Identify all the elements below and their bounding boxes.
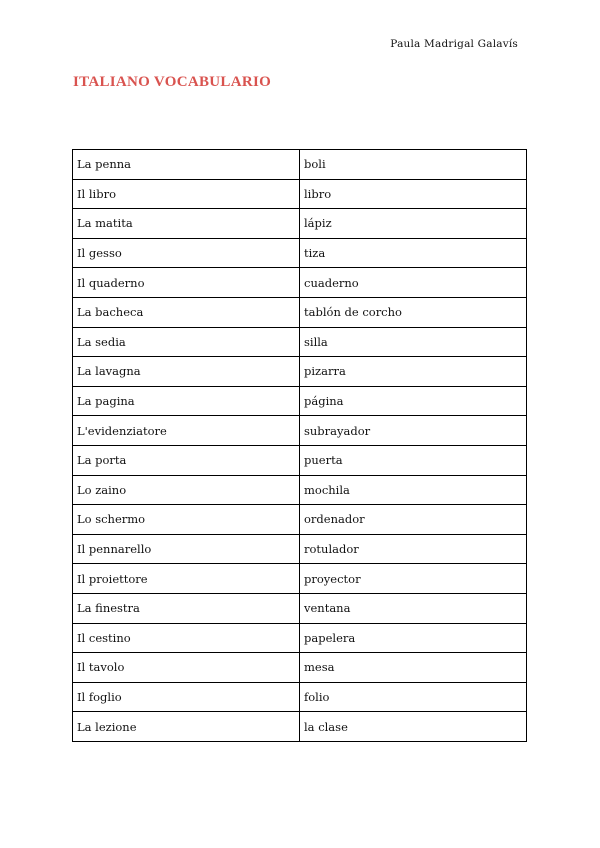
table-row <box>73 445 527 475</box>
table-row <box>73 238 527 268</box>
table-row <box>73 357 527 387</box>
italian-term-cell: L'evidenziatore <box>73 416 300 446</box>
spanish-translation-cell: puerta <box>300 445 527 475</box>
spanish-translation-cell: subrayador <box>300 416 527 446</box>
italian-term-cell: Il cestino <box>73 623 300 653</box>
table-row <box>73 593 527 623</box>
table-row <box>73 268 527 298</box>
italian-term-cell: La porta <box>73 445 300 475</box>
italian-term-cell: La penna <box>73 150 300 180</box>
table-row <box>73 534 527 564</box>
italian-term-cell: Il tavolo <box>73 653 300 683</box>
italian-term-cell: La sedia <box>73 327 300 357</box>
table-row <box>73 682 527 712</box>
vocabulary-table <box>72 149 527 742</box>
table-row <box>73 327 527 357</box>
spanish-translation-cell: mesa <box>300 653 527 683</box>
spanish-translation-cell: mochila <box>300 475 527 505</box>
spanish-translation-cell: folio <box>300 682 527 712</box>
table-row <box>73 475 527 505</box>
italian-term-cell: Il gesso <box>73 238 300 268</box>
table-row <box>73 623 527 653</box>
spanish-translation-cell: la clase <box>300 712 527 742</box>
spanish-translation-cell: lápiz <box>300 209 527 239</box>
italian-term-cell: Il quaderno <box>73 268 300 298</box>
italian-term-cell: La finestra <box>73 593 300 623</box>
spanish-translation-cell: silla <box>300 327 527 357</box>
spanish-translation-cell: ordenador <box>300 505 527 535</box>
italian-term-cell: La lezione <box>73 712 300 742</box>
italian-term-cell: Lo zaino <box>73 475 300 505</box>
table-row <box>73 505 527 535</box>
spanish-translation-cell: papelera <box>300 623 527 653</box>
table-row <box>73 653 527 683</box>
table-row <box>73 712 527 742</box>
italian-term-cell: La bacheca <box>73 297 300 327</box>
table-row <box>73 179 527 209</box>
spanish-translation-cell: tiza <box>300 238 527 268</box>
spanish-translation-cell: página <box>300 386 527 416</box>
table-row <box>73 416 527 446</box>
table-row <box>73 386 527 416</box>
spanish-translation-cell: proyector <box>300 564 527 594</box>
table-row <box>73 564 527 594</box>
italian-term-cell: Il pennarello <box>73 534 300 564</box>
page-title: ITALIANO VOCABULARIO <box>73 74 272 90</box>
italian-term-cell: Il foglio <box>73 682 300 712</box>
author-name: Paula Madrigal Galavís <box>390 38 518 50</box>
italian-term-cell: Lo schermo <box>73 505 300 535</box>
spanish-translation-cell: rotulador <box>300 534 527 564</box>
spanish-translation-cell: pizarra <box>300 357 527 387</box>
italian-term-cell: La pagina <box>73 386 300 416</box>
spanish-translation-cell: tablón de corcho <box>300 297 527 327</box>
table-row <box>73 209 527 239</box>
spanish-translation-cell: cuaderno <box>300 268 527 298</box>
table-row <box>73 297 527 327</box>
spanish-translation-cell: libro <box>300 179 527 209</box>
italian-term-cell: Il libro <box>73 179 300 209</box>
italian-term-cell: La matita <box>73 209 300 239</box>
table-row <box>73 150 527 180</box>
spanish-translation-cell: ventana <box>300 593 527 623</box>
italian-term-cell: Il proiettore <box>73 564 300 594</box>
spanish-translation-cell: boli <box>300 150 527 180</box>
vocabulary-table-body <box>73 150 527 742</box>
italian-term-cell: La lavagna <box>73 357 300 387</box>
